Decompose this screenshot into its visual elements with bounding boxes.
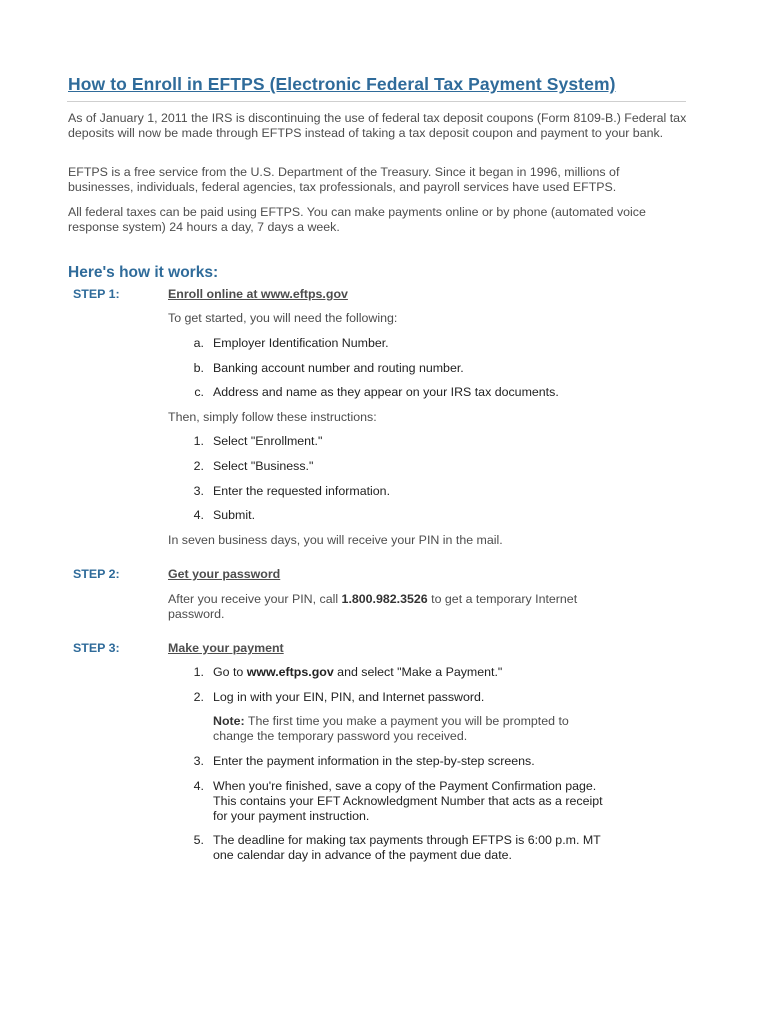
step-2-title: Get your password	[168, 567, 281, 581]
need-item-b: Banking account number and routing number.	[213, 361, 464, 375]
payment-note	[213, 714, 593, 744]
instruction-marker-3: 3.	[193, 484, 204, 498]
note-label: Note:	[213, 714, 245, 728]
payment-item-5: The deadline for making tax payments through EFTPS is 6:00 p.m. MT one calendar day in advance of the payment due date.	[213, 833, 601, 862]
instruction-marker-2: 2.	[193, 459, 204, 473]
intro-paragraph-3: All federal taxes can be paid using EFTPS. You can make payments online or by phone (automated voice response system) 24 hours a day, 7 days a week.	[68, 205, 646, 234]
need-marker-b: b.	[193, 361, 204, 375]
payment-item-1-before: Go to	[213, 665, 247, 679]
step-2-text-after: to get a temporary Internet password.	[168, 592, 578, 621]
intro-paragraph-2: EFTPS is a free service from the U.S. Department of the Treasury. Since it began in 1996, millions of businesses, individuals, federal agencies, tax professionals, and payroll services have used EFTPS.	[68, 165, 620, 194]
payment-item-4: When you're finished, save a copy of the Payment Confirmation page. This contains your EFT Acknowledgment Number that acts as a receipt for your payment instruction.	[213, 779, 603, 823]
step-3-title: Make your payment	[168, 641, 284, 655]
step-1-title: Enroll online at www.eftps.gov	[168, 287, 348, 301]
instruction-item-4: Submit.	[213, 508, 256, 522]
instruction-item-3: Enter the requested information.	[213, 484, 391, 498]
payment-marker-2: 2.	[193, 690, 204, 704]
step-1-need-intro: To get started, you will need the following:	[168, 311, 398, 325]
payment-item-1	[213, 665, 623, 680]
note-text: The first time you make a payment you will be prompted to change the temporary password you received.	[213, 714, 569, 743]
phone-number: 1.800.982.3526	[341, 592, 428, 606]
payment-item-1-after: and select "Make a Payment."	[333, 665, 503, 679]
need-marker-c: c.	[194, 385, 204, 399]
intro-paragraph-1: As of January 1, 2011 the IRS is discontinuing the use of federal tax deposit coupons (Form 8109-B.) Federal tax deposits will now be made through EFTPS instead of taking a tax deposit coupon and payment to your bank.	[68, 111, 687, 140]
payment-marker-4: 4.	[193, 779, 204, 793]
need-item-c: Address and name as they appear on your IRS tax documents.	[213, 385, 559, 399]
step-2-label: STEP 2:	[73, 567, 120, 581]
need-item-a: Employer Identification Number.	[213, 336, 389, 350]
eftps-link-text: www.eftps.gov	[246, 665, 334, 679]
step-1-label: STEP 1:	[73, 287, 120, 301]
instruction-marker-4: 4.	[193, 508, 204, 522]
step-1-follow-intro: Then, simply follow these instructions:	[168, 410, 377, 424]
instruction-marker-1: 1.	[193, 434, 204, 448]
payment-item-3: Enter the payment information in the step-by-step screens.	[213, 754, 535, 768]
payment-item-2: Log in with your EIN, PIN, and Internet password.	[213, 690, 485, 704]
page-title: How to Enroll in EFTPS (Electronic Federal Tax Payment System)	[68, 74, 616, 94]
payment-marker-3: 3.	[193, 754, 204, 768]
payment-marker-5: 5.	[193, 833, 204, 847]
step-1-closing: In seven business days, you will receive your PIN in the mail.	[168, 533, 503, 547]
need-marker-a: a.	[193, 336, 204, 350]
step-2-text	[168, 592, 608, 622]
step-3-label: STEP 3:	[73, 641, 120, 655]
payment-marker-1: 1.	[193, 665, 204, 679]
step-2-text-before: After you receive your PIN, call	[168, 592, 342, 606]
title-divider	[67, 101, 686, 102]
instruction-item-1: Select "Enrollment."	[213, 434, 323, 448]
section-heading: Here's how it works:	[68, 264, 219, 281]
instruction-item-2: Select "Business."	[213, 459, 314, 473]
